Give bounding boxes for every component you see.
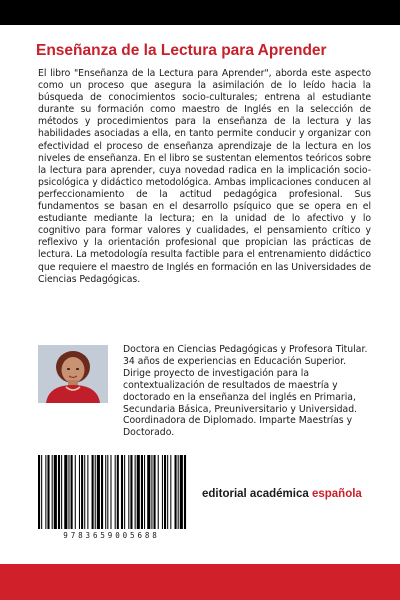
book-title: Enseñanza de la Lectura para Aprender [36,42,327,59]
publisher-name [202,488,362,500]
book-description: El libro "Enseñanza de la Lectura para Aprender", aborda este aspecto como un proceso que asegura la asimilación de lo leído hacia la búsqueda de conocimientos socio-culturales; entrena al estudiante durante su formación como maestro de Inglés en la selección de métodos y procedimientos para la enseñanza de la lectura y las habilidades asociadas a ella, en tanto permite conducir y organizar con efectividad el proceso de enseñanza aprendizaje de la lectura en los niveles de enseñanza. En el libro se sustentan elementos teóricos sobre la lectura para aprender, cuya novedad radica en la implicación socio-psicológica y didáctico metodológica. Ambas implicaciones conducen al perfeccionamiento de la actitud pedagógica profesional. Sus fundamentos se basan en el desarrollo psíquico que se opera en el estudiante mediante la lectura; en la unidad de lo afectivo y lo cognitivo para formar valores y cualidades, el pensamiento crítico y reflexivo y la orientación profesional que propician las prácticas de lectura. La metodología resulta factible para el entrenamiento didáctico que requiere el maestro de Inglés en formación en las Universidades de Ciencias Pedagógicas. [38,68,371,285]
barcode-bars [34,455,189,531]
publisher-name-accent: española [311,488,362,500]
publisher-name-main: editorial académica [202,488,312,500]
author-portrait-image [38,345,108,403]
author-bio: Doctora en Ciencias Pedagógicas y Profesora Titular. 34 años de experiencias en Educación Superior. Dirige proyecto de investigación para la contextualización de resultados de maestría y doctorado en la enseñanza del inglés en Primaria, Secundaria Básica, Preuniversitario y Universidad. Coordinadora de Diplomado. Imparte Maestrías y Doctorado. [123,344,368,439]
isbn-barcode [34,455,189,540]
author-photo [38,345,108,403]
bottom-red-band [0,564,400,600]
top-black-band [0,0,400,25]
isbn-number: 9783659005688 [63,531,160,540]
